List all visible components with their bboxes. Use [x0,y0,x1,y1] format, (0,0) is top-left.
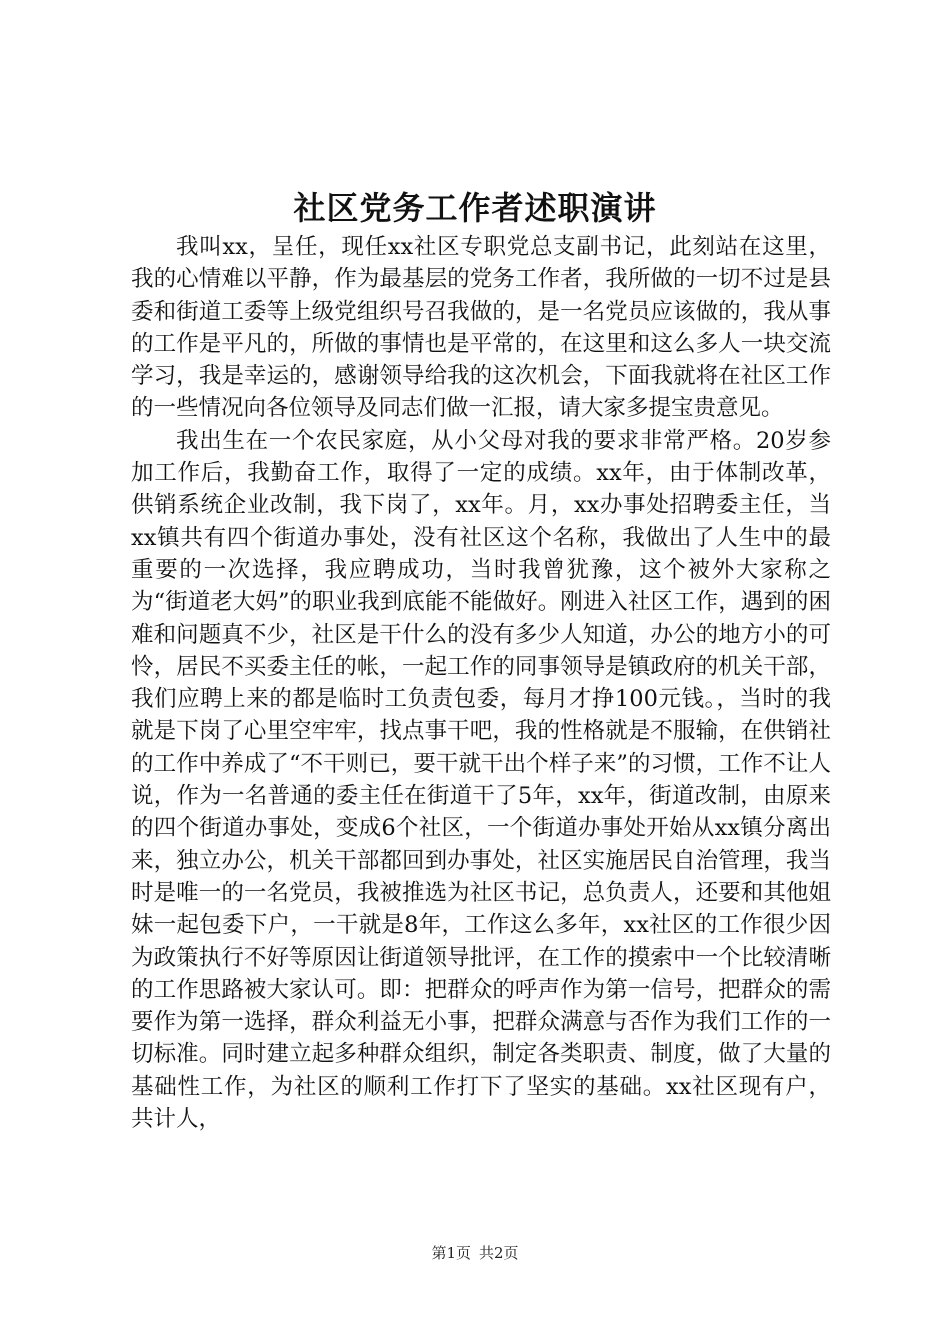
page-footer [0,1243,950,1263]
page-total: 共2页 [479,1244,519,1262]
document-title: 社区党务工作者述职演讲 [293,189,657,227]
paragraph-intro: 我叫xx，呈任，现任xx社区专职党总支副书记，此刻站在这里，我的心情难以平静，作为最基层的党务工作者，我所做的一切不过是县委和街道工委等上级党组织号召我做的，是一名党员应该做的，我从事的工作是平凡的，所做的事情也是平常的，在这里和这么多人一块交流学习，我是幸运的，感谢领导给我的这次机会，下面我就将在社区工作的一些情况向各位领导及同志们做一汇报，请大家多提宝贵意见。 [131,234,831,422]
document-body [131,231,831,1135]
paragraph-career: 我出生在一个农民家庭，从小父母对我的要求非常严格。20岁参加工作后，我勤奋工作，取得了一定的成绩。xx年，由于体制改革，供销系统企业改制，我下岗了，xx年。月，xx办事处招聘委主任，当xx镇共有四个街道办事处，没有社区这个名称，我做出了人生中的最重要的一次选择，我应聘成功，当时我曾犹豫，这个被外大家称之为“街道老大妈”的职业我到底能不能做好。刚进入社区工作，遇到的困难和问题真不少，社区是干什么的没有多少人知道，办公的地方小的可怜，居民不买委主任的帐，一起工作的同事领导是镇政府的机关干部，我们应聘上来的都是临时工负责包委，每月才挣100元钱。，当时的我就是下岗了心里空牢牢，找点事干吧，我的性格就是不服输，在供销社的工作中养成了“不干则已，要干就干出个样子来”的习惯，工作不让人说，作为一名普通的委主任在街道干了5年，xx年，街道改制，由原来的四个街道办事处，变成6个社区，一个街道办事处开始从xx镇分离出来，独立办公，机关干部都回到办事处，社区实施居民自治管理，我当时是唯一的一名党员，我被推选为社区书记，总负责人，还要和其他姐妹一起包委下户，一干就是8年，工作这么多年，xx社区的工作很少因为政策执行不好等原因让街道领导批评，在工作的摸索中一个比较清晰的工作思路被大家认可。即：把群众的呼声作为第一信号，把群众的需要作为第一选择，群众利益无小事，把群众满意与否作为我们工作的一切标准。同时建立起多种群众组织，制定各类职责、制度，做了大量的基础性工作，为社区的顺利工作打下了坚实的基础。xx社区现有户，共计人， [131,427,831,1133]
page-number: 第1页 [431,1244,471,1262]
